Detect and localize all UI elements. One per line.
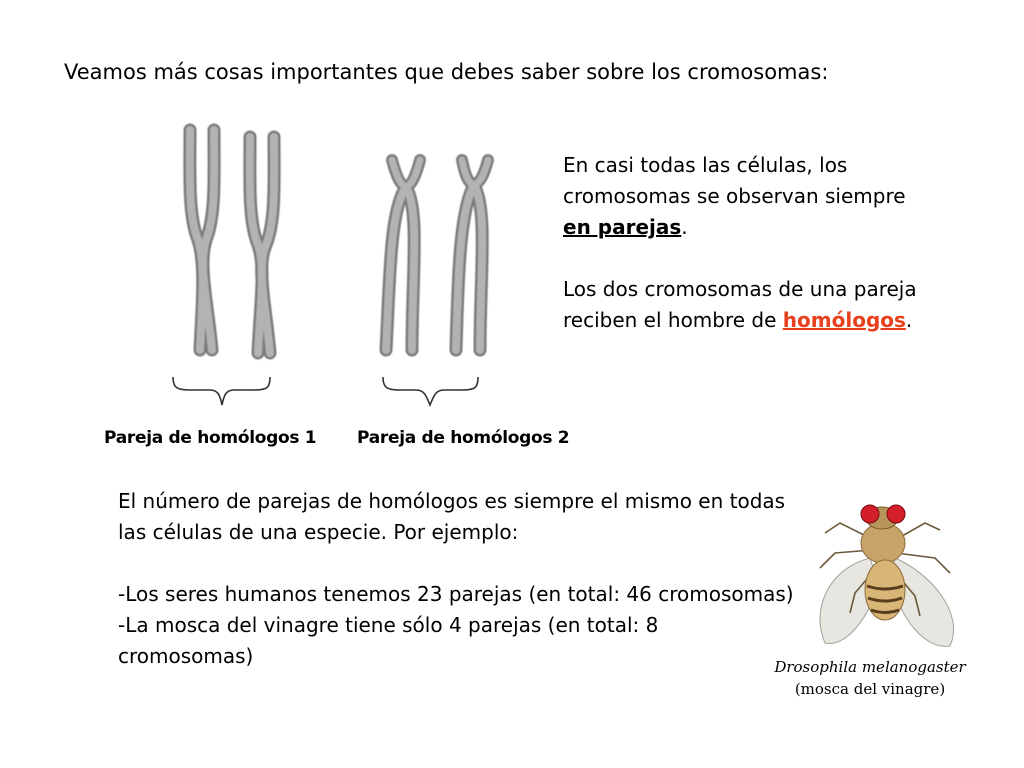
- chromosome-1a: [190, 130, 214, 350]
- chromosome-pairs-illustration: [150, 115, 510, 415]
- fly-example-text: -La mosca del vinagre tiene sólo 4 parejas (en total: 8 cromosomas): [118, 613, 659, 668]
- slide-title: Veamos más cosas importantes que debes saber sobre los cromosomas:: [64, 60, 829, 84]
- brace-pair-2: [383, 377, 478, 405]
- fly-species-name: Drosophila melanogaster: [774, 658, 966, 676]
- fly-eye-left: [861, 505, 879, 523]
- homologs-text-before: Los dos cromosomas de una pareja reciben el hombre de: [563, 277, 917, 332]
- homologs-text-after: .: [905, 308, 913, 332]
- chromosome-2b: [456, 160, 488, 350]
- fly-caption: [770, 656, 970, 700]
- pair-2-label: Pareja de homólogos 2: [357, 428, 570, 448]
- brace-pair-1: [173, 377, 270, 405]
- fly-eye-right: [887, 505, 905, 523]
- homologs-emphasis: homólogos: [782, 308, 906, 332]
- fruit-fly-image: [800, 478, 980, 658]
- pairs-text-after: .: [681, 215, 688, 239]
- pairs-emphasis: en parejas: [563, 215, 682, 239]
- chromosome-1b: [250, 137, 274, 353]
- chromosome-2a: [386, 160, 420, 350]
- chromosome-pair-1: [190, 130, 274, 353]
- blank-line: [118, 548, 798, 579]
- species-intro-text: El número de parejas de homólogos es siempre el mismo en todas las células de una especie. Por ejemplo:: [118, 489, 786, 544]
- homologs-paragraph: [563, 274, 923, 336]
- pairs-text-before: En casi todas las células, los cromosomas se observan siempre: [563, 153, 906, 208]
- chromosome-pair-2: [386, 160, 488, 350]
- human-example-text: -Los seres humanos tenemos 23 parejas (en total: 46 cromosomas): [118, 582, 794, 606]
- fly-common-name: (mosca del vinagre): [794, 680, 946, 698]
- species-examples-block: [118, 486, 798, 672]
- pair-1-label: Pareja de homólogos 1: [104, 428, 317, 448]
- pairs-paragraph: [563, 150, 923, 243]
